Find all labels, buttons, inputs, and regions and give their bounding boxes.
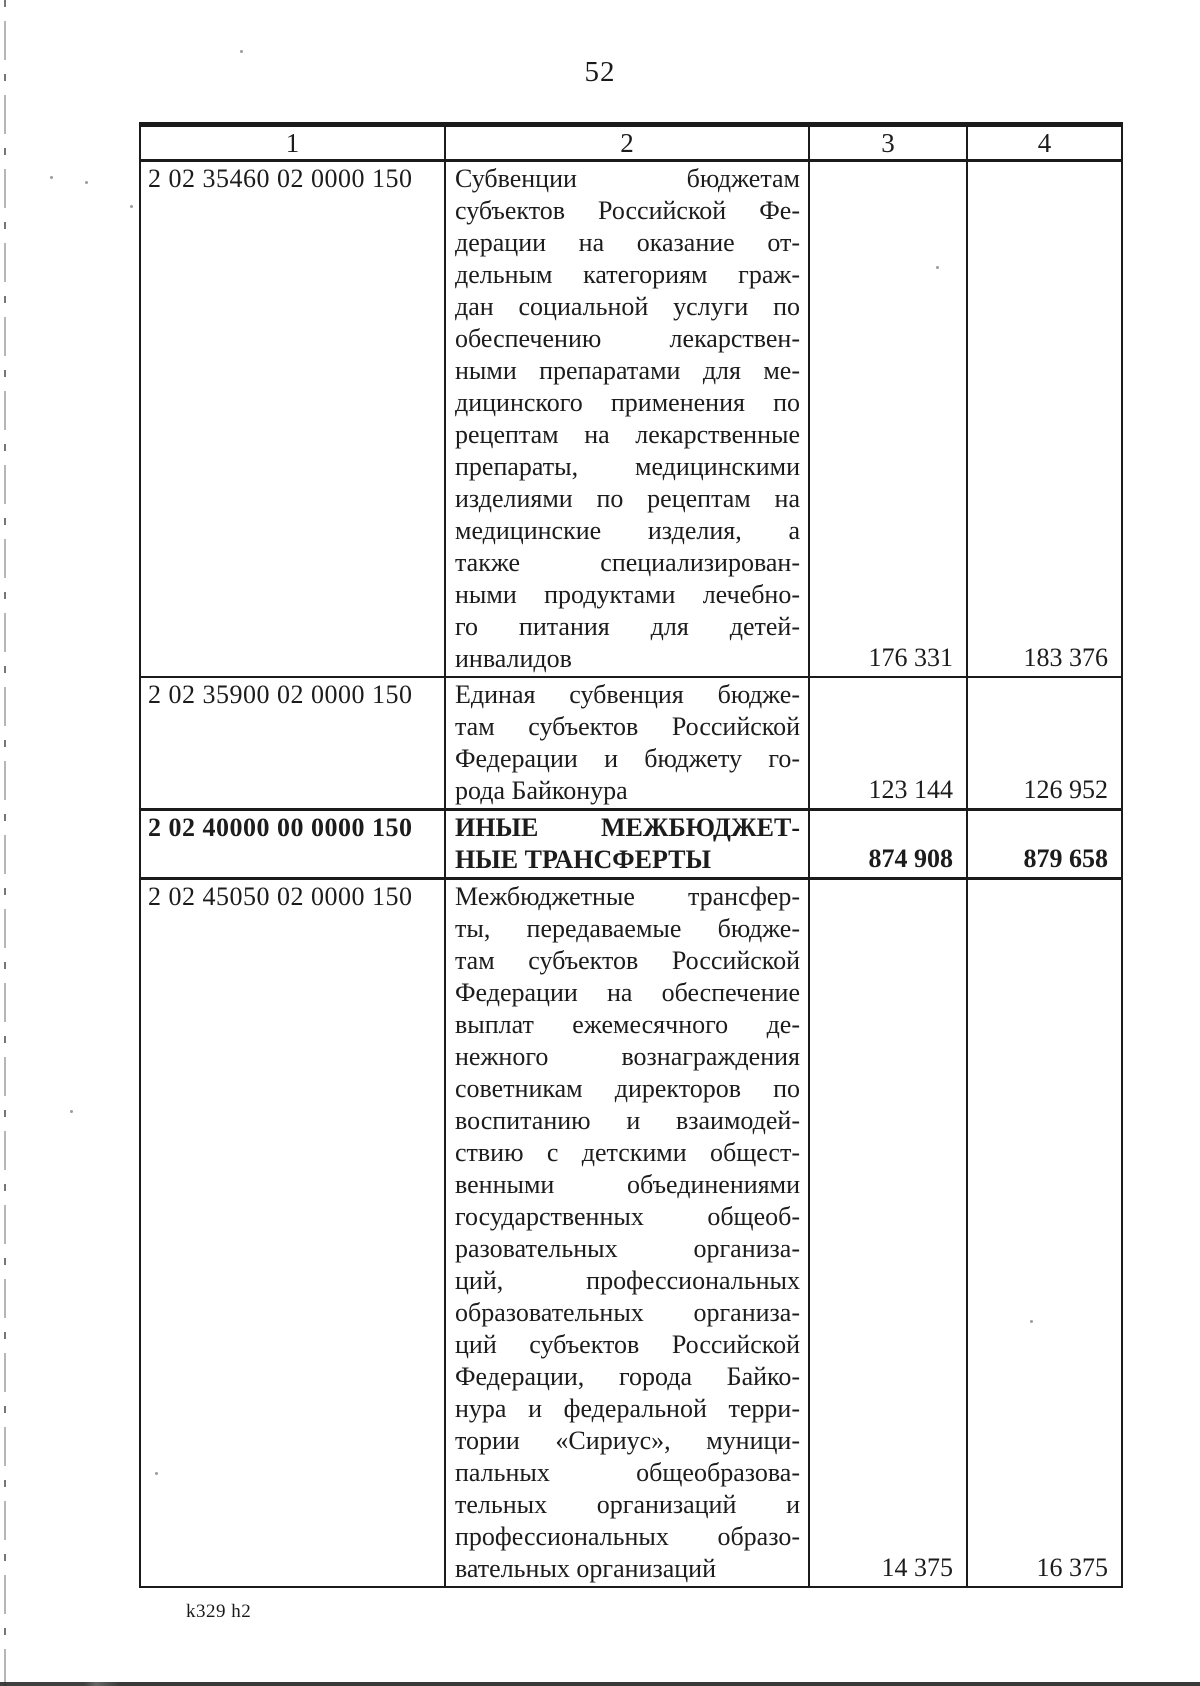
description-line: ИНЫЕ МЕЖБЮДЖЕТ- <box>455 813 800 842</box>
amount-cell-col4: 183 376 <box>967 161 1122 678</box>
description-line: Единая субвенция бюдже- <box>455 680 800 709</box>
description-line: образовательных организа- <box>455 1298 800 1327</box>
description-line: тельных организаций и <box>455 1490 800 1519</box>
table-header-row <box>140 125 1122 161</box>
description-line: медицинские изделия, а <box>455 516 800 545</box>
description-line: ты, передаваемые бюдже- <box>455 914 800 943</box>
table-row <box>140 810 1122 879</box>
description-line: вательных организаций <box>455 1554 717 1583</box>
amount-cell-col3: 14 375 <box>809 879 967 1588</box>
column-header-3: 3 <box>809 125 967 161</box>
amount-cell-col4: 879 658 <box>967 810 1122 879</box>
table-row <box>140 161 1122 678</box>
scan-speck <box>240 50 243 53</box>
description-line: ций, профессиональных <box>455 1266 800 1295</box>
description-line: профессиональных образо- <box>455 1522 800 1551</box>
description-line: НЫЕ ТРАНСФЕРТЫ <box>455 845 712 874</box>
description-line: разовательных организа- <box>455 1234 800 1263</box>
amount-cell-col4: 126 952 <box>967 677 1122 810</box>
amount-cell-col3: 123 144 <box>809 677 967 810</box>
row-description-cell <box>445 879 809 1588</box>
description-line: Межбюджетные трансфер- <box>455 882 800 911</box>
description-line: дицинского применения по <box>455 388 800 417</box>
description-line: выплат ежемесячного де- <box>455 1010 800 1039</box>
description-line: го питания для детей- <box>455 612 800 641</box>
description-line: там субъектов Российской <box>455 946 800 975</box>
table-row <box>140 677 1122 810</box>
scan-speck <box>70 1110 73 1113</box>
description-line: также специализирован- <box>455 548 800 577</box>
description-line: дельным категориям граж- <box>455 260 800 289</box>
description-line: дерации на оказание от- <box>455 228 800 257</box>
amount-cell-col4: 16 375 <box>967 879 1122 1588</box>
scan-speck <box>130 205 133 208</box>
description-line: ций субъектов Российской <box>455 1330 800 1359</box>
column-header-4: 4 <box>967 125 1122 161</box>
description-line: субъектов Российской Фе- <box>455 196 800 225</box>
description-line: государственных общеоб- <box>455 1202 800 1231</box>
description-line: Федерации на обеспечение <box>455 978 800 1007</box>
description-line: препараты, медицинскими <box>455 452 800 481</box>
row-code-cell: 2 02 35900 02 0000 150 <box>140 677 445 810</box>
description-line: Федерации и бюджету го- <box>455 744 800 773</box>
page-number: 52 <box>584 56 616 88</box>
description-line: обеспечению лекарствен- <box>455 324 800 353</box>
footer-note: k329 h2 <box>186 1601 252 1622</box>
description-line: там субъектов Российской <box>455 712 800 741</box>
column-header-1: 1 <box>140 125 445 161</box>
scan-speck <box>85 181 88 184</box>
description-line: рецептам на лекарственные <box>455 420 800 449</box>
description-line: ными препаратами для ме- <box>455 356 800 385</box>
row-code-cell: 2 02 45050 02 0000 150 <box>140 879 445 1588</box>
amount-cell-col3: 176 331 <box>809 161 967 678</box>
scan-bottom-artifact <box>0 1682 1200 1686</box>
budget-table <box>139 122 1123 1588</box>
description-line: дан социальной услуги по <box>455 292 800 321</box>
description-line: нура и федеральной терри- <box>455 1394 800 1423</box>
description-line: ствию с детскими общест- <box>455 1138 800 1167</box>
table-row <box>140 879 1122 1588</box>
description-line: пальных общеобразова- <box>455 1458 800 1487</box>
description-line: венными объединениями <box>455 1170 800 1199</box>
column-header-2: 2 <box>445 125 809 161</box>
description-line: нежного вознаграждения <box>455 1042 800 1071</box>
description-line: инвалидов <box>455 644 572 673</box>
row-description-cell <box>445 161 809 678</box>
scan-speck <box>50 176 53 179</box>
row-code-cell: 2 02 40000 00 0000 150 <box>140 810 445 879</box>
table-body <box>140 161 1122 1588</box>
description-line: ными продуктами лечебно- <box>455 580 800 609</box>
description-line: Субвенции бюджетам <box>455 164 800 193</box>
description-line: советникам директоров по <box>455 1074 800 1103</box>
description-line: тории «Сириус», муници- <box>455 1426 800 1455</box>
description-line: воспитанию и взаимодей- <box>455 1106 800 1135</box>
description-line: рода Байконура <box>455 776 628 805</box>
row-code-cell: 2 02 35460 02 0000 150 <box>140 161 445 678</box>
row-description-cell <box>445 810 809 879</box>
scan-edge-artifact <box>4 0 6 1686</box>
amount-cell-col3: 874 908 <box>809 810 967 879</box>
row-description-cell <box>445 677 809 810</box>
description-line: Федерации, города Байко- <box>455 1362 800 1391</box>
description-line: изделиями по рецептам на <box>455 484 800 513</box>
